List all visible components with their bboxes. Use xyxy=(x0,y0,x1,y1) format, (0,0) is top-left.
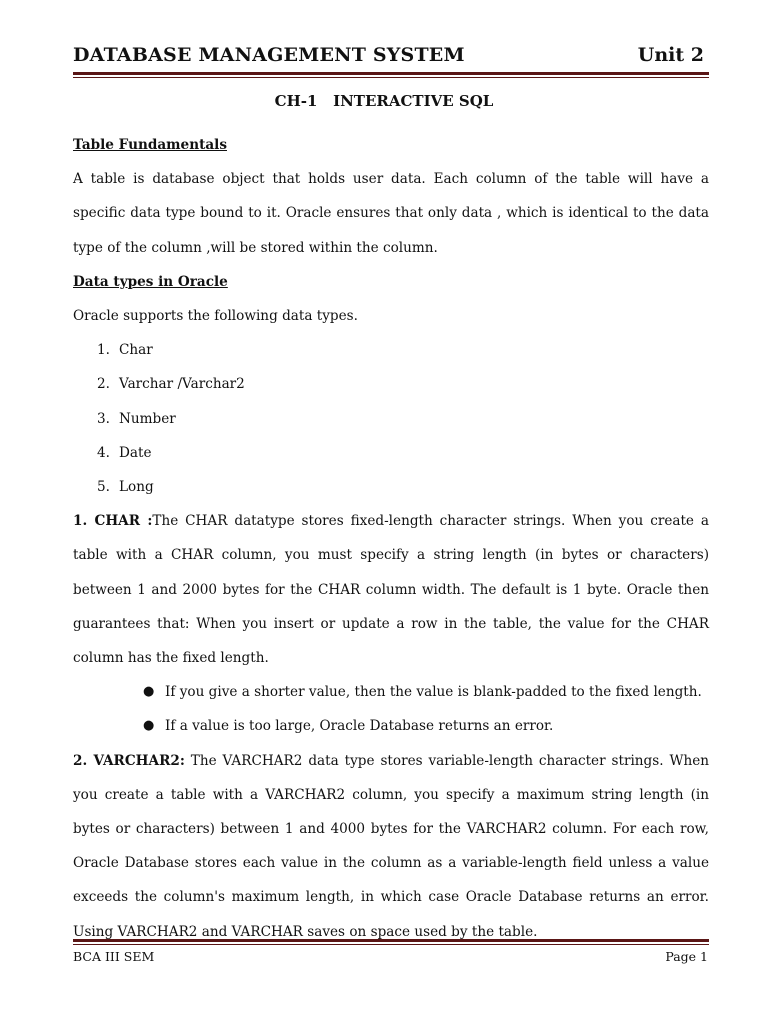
list-item xyxy=(73,402,709,436)
paragraph-varchar2 xyxy=(73,744,709,949)
paragraph-table-fundamentals: A table is database object that holds user data. Each column of the table will have a specific data type bound to it. Oracle ensures that only data , which is identical to the data type of the column ,will be stored within the column. xyxy=(73,171,709,256)
bullet-text: If a value is too large, Oracle Database returns an error. xyxy=(165,718,554,735)
document-title: DATABASE MANAGEMENT SYSTEM xyxy=(73,44,465,66)
list-item xyxy=(73,709,709,743)
char-text: The CHAR datatype stores fixed-length character strings. When you create a table with a CHAR column, you must specify a string length (in bytes or characters) between 1 and 2000 bytes for the CHAR column width. The default is 1 byte. Oracle then guarantees that: When you insert or update a row in the table, the value for the CHAR column has the fixed length. xyxy=(73,513,709,667)
list-item-label: Long xyxy=(119,479,154,496)
list-number: 3. xyxy=(97,410,110,427)
varchar2-text: The VARCHAR2 data type stores variable-length character strings. When you create a table with a VARCHAR2 column, you specify a maximum string length (in bytes or characters) between 1 and 4000 bytes for the VARCHAR2 column. For each row, Oracle Database stores each value in the column as a variable-length field unless a value exceeds the column's maximum length, in which case Oracle Database returns an error. Using VARCHAR2 and VARCHAR saves on space used by the table. xyxy=(73,752,709,940)
list-item-label: Number xyxy=(119,410,176,427)
list-item xyxy=(73,436,709,470)
list-number: 2. xyxy=(97,376,110,393)
char-label: 1. CHAR : xyxy=(73,513,153,530)
footer-semester: BCA III SEM xyxy=(73,949,155,964)
list-item-label: Varchar /Varchar2 xyxy=(119,376,245,393)
page-header xyxy=(73,40,708,76)
unit-label: Unit 2 xyxy=(637,44,704,66)
list-number: 5. xyxy=(97,479,110,496)
bullet-icon: ● xyxy=(143,718,155,734)
footer-page-number: Page 1 xyxy=(665,949,708,964)
list-item xyxy=(73,367,709,401)
data-types-list xyxy=(73,333,709,504)
page-content xyxy=(73,128,709,949)
list-number: 1. xyxy=(97,342,110,359)
list-number: 4. xyxy=(97,444,110,461)
section-heading-data-types: Data types in Oracle xyxy=(73,273,228,290)
footer-rule xyxy=(73,939,709,945)
paragraph-char xyxy=(73,504,709,675)
varchar2-label: 2. VARCHAR2: xyxy=(73,752,185,769)
list-item xyxy=(73,675,709,709)
header-rule xyxy=(73,72,709,78)
chapter-title: CH-1 INTERACTIVE SQL xyxy=(274,92,494,110)
paragraph-data-types-intro: Oracle supports the following data types. xyxy=(73,308,358,325)
section-heading-table-fundamentals: Table Fundamentals xyxy=(73,137,227,153)
list-item-label: Date xyxy=(119,444,152,461)
list-item-label: Char xyxy=(119,342,153,359)
bullet-icon: ● xyxy=(143,684,155,700)
char-bullet-list xyxy=(73,675,709,743)
bullet-text: If you give a shorter value, then the value is blank-padded to the fixed length. xyxy=(165,684,702,701)
list-item xyxy=(73,333,709,367)
list-item xyxy=(73,470,709,504)
